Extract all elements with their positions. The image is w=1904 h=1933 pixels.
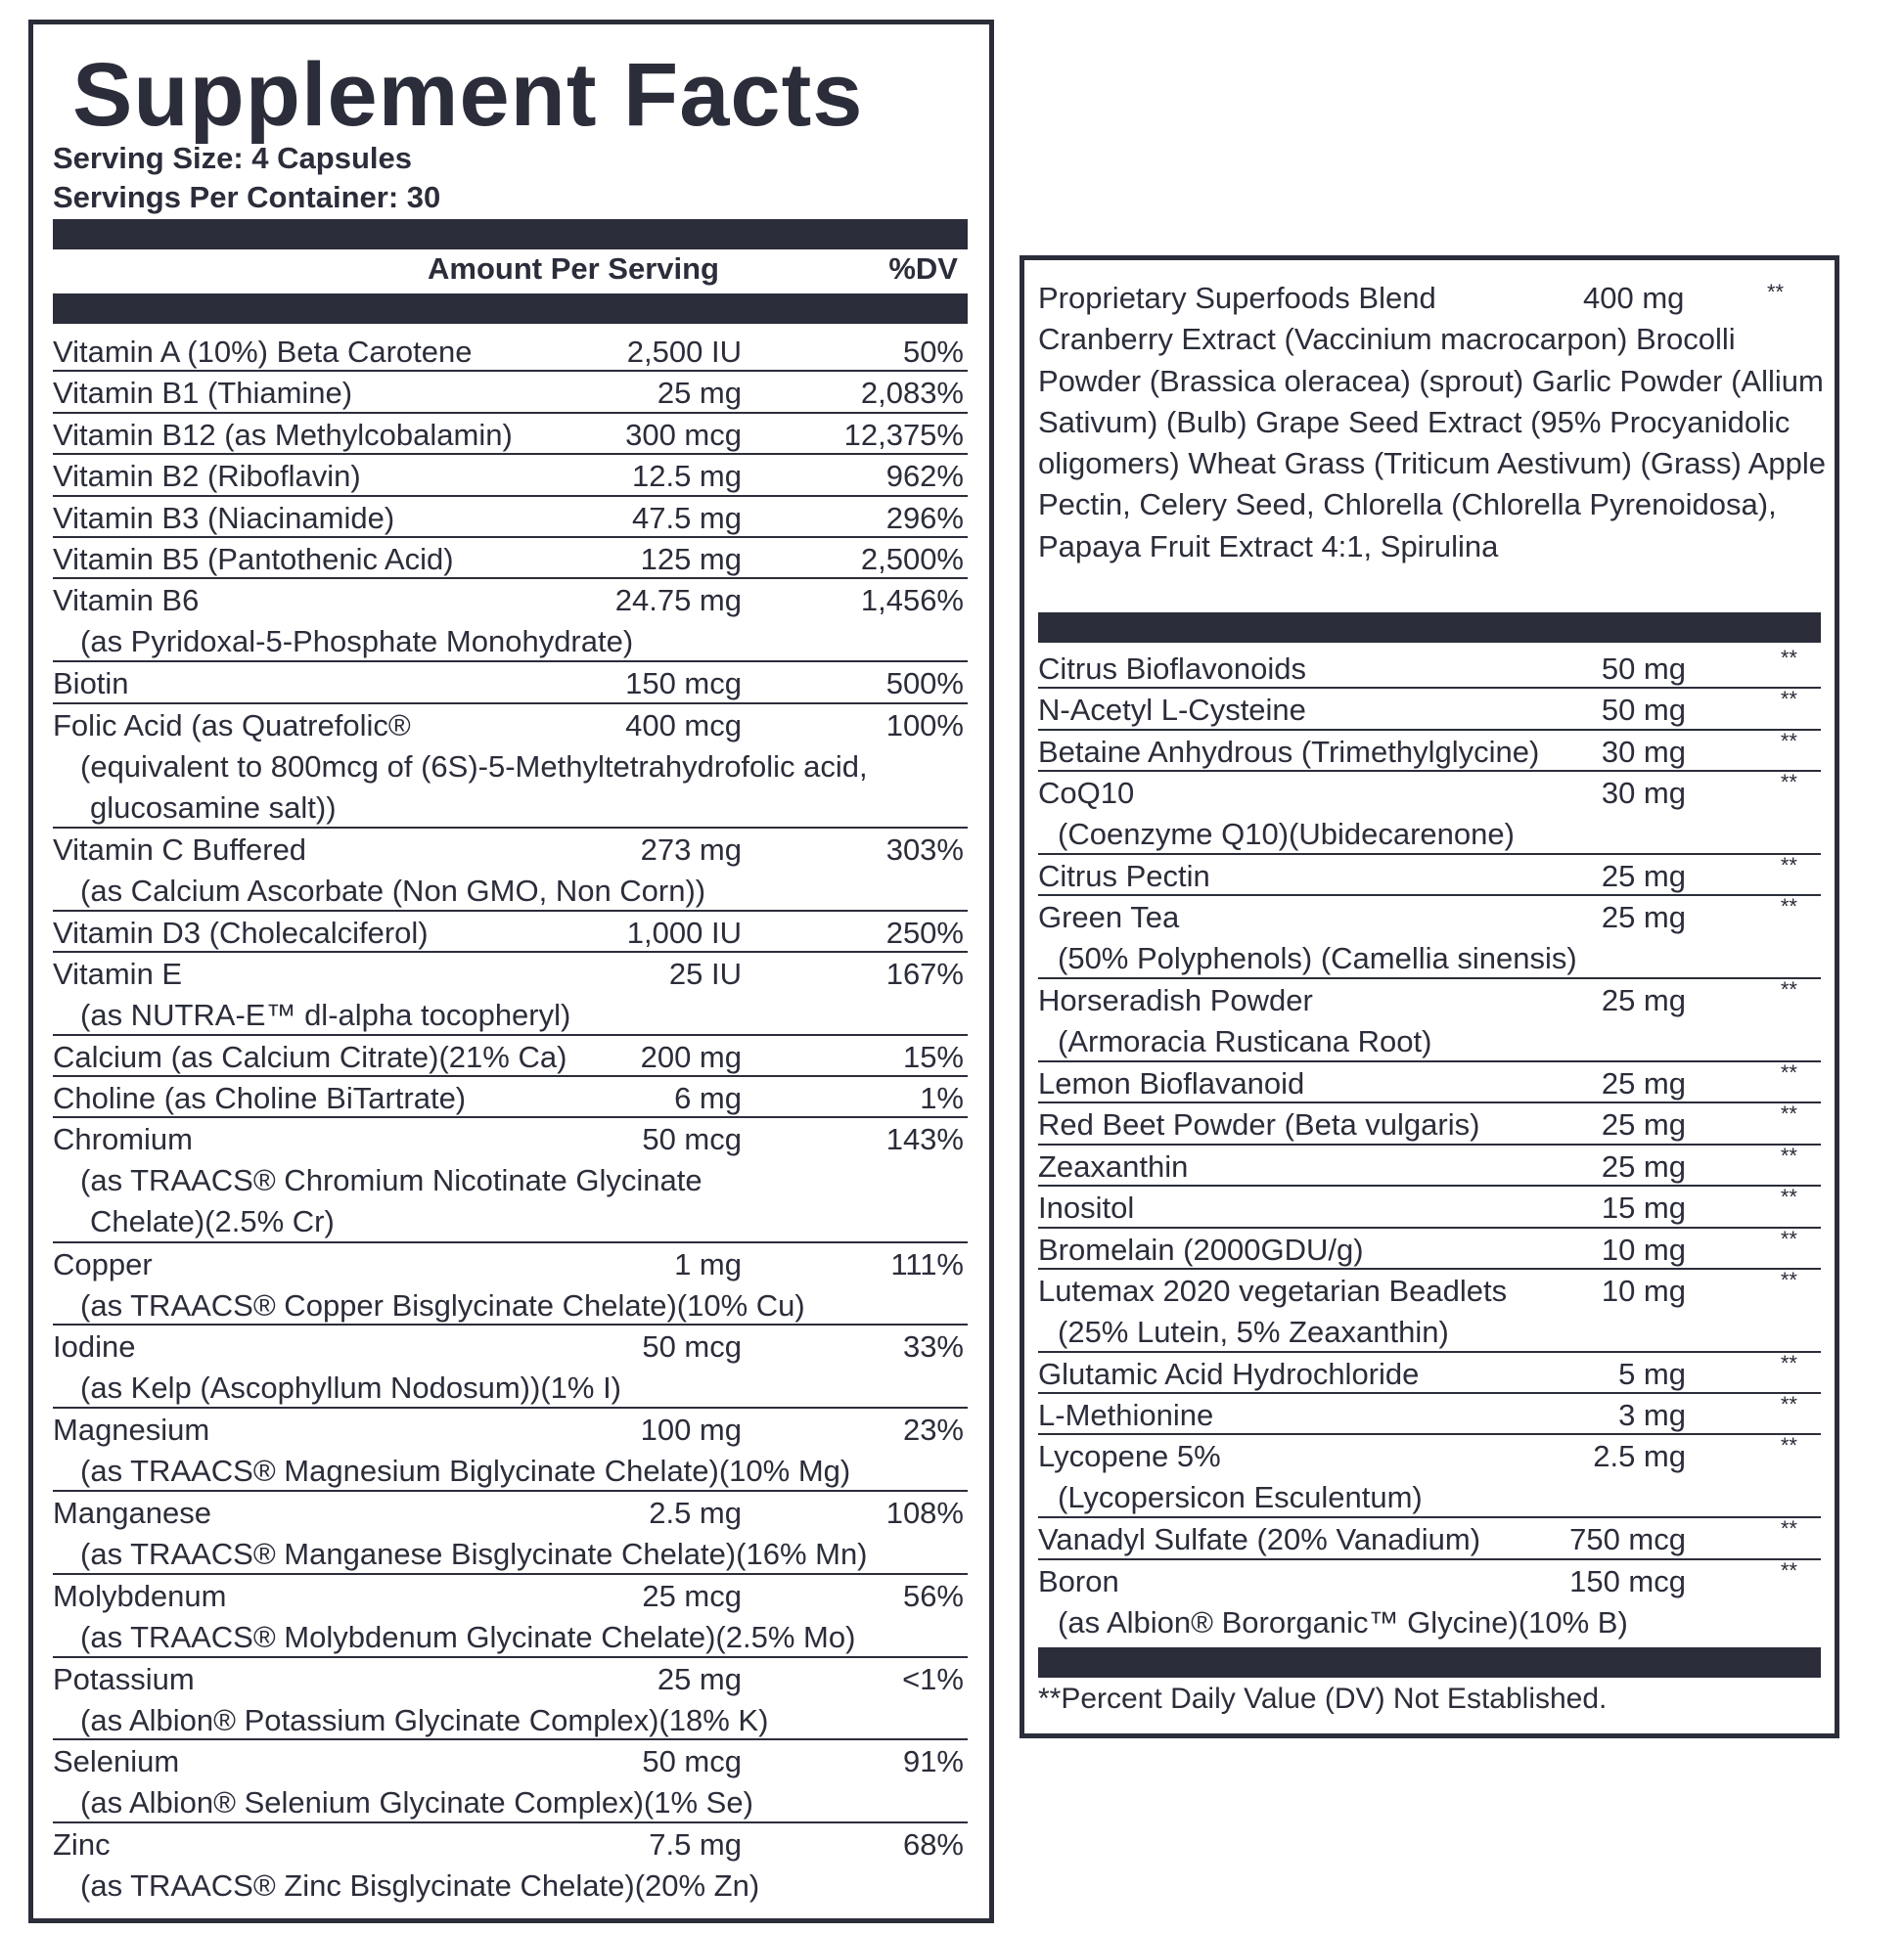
ingredient-name: Vitamin B1 (Thiamine): [53, 376, 353, 411]
ingredient-name: Horseradish Powder: [1038, 983, 1313, 1018]
daily-value: 108%: [885, 1496, 964, 1531]
ingredient-name: Vitamin D3 (Cholecalciferol): [53, 915, 429, 950]
ingredient-source-cont: glucosamine salt)): [90, 789, 337, 825]
table-row: [1038, 648, 1821, 689]
table-row: [1038, 772, 1821, 855]
ingredient-source: (as Kelp (Ascophyllum Nodosum))(1% I): [80, 1371, 622, 1406]
amount-per-serving: 25 mg: [1601, 858, 1686, 893]
daily-value: **: [1780, 1267, 1797, 1292]
blend-name: Proprietary Superfoods Blend: [1038, 281, 1436, 315]
table-row: [53, 829, 968, 912]
amount-per-serving: 400 mcg: [625, 707, 742, 742]
ingredient-name: Lutemax 2020 vegetarian Beadlets: [1038, 1273, 1508, 1308]
table-row: [1038, 1435, 1821, 1518]
ingredient-name: Manganese: [53, 1496, 212, 1531]
ingredient-source: (as NUTRA-E™ dl-alpha tocopheryl): [80, 997, 571, 1032]
daily-value: 2,500%: [860, 541, 964, 576]
table-row: [53, 953, 968, 1036]
supplement-facts-panel: [28, 20, 994, 1923]
daily-value: 303%: [885, 832, 964, 867]
amount-per-serving: 2.5 mg: [649, 1496, 742, 1531]
ingredient-source: (Armoracia Rusticana Root): [1058, 1024, 1432, 1059]
table-row: [53, 538, 968, 579]
header-top-bar: [53, 219, 968, 249]
ingredient-name: Calcium (as Calcium Citrate)(21% Ca): [53, 1039, 567, 1074]
table-row: [1038, 1059, 1821, 1103]
ingredient-name: Lemon Bioflavanoid: [1038, 1065, 1305, 1101]
dv-header: %DV: [888, 251, 958, 286]
table-row: [53, 579, 968, 662]
amount-per-serving: 25 mcg: [642, 1578, 742, 1613]
ingredient-source: (50% Polyphenols) (Camellia sinensis): [1058, 941, 1577, 976]
ingredient-name: Potassium: [53, 1661, 195, 1696]
table-row: [53, 1118, 968, 1242]
ingredient-name: Betaine Anhydrous (Trimethylglycine): [1038, 734, 1540, 769]
table-row: [53, 1036, 968, 1077]
table-row: [53, 662, 968, 703]
ingredient-name: Vitamin B12 (as Methylcobalamin): [53, 417, 513, 452]
table-row: [1038, 728, 1821, 772]
amount-per-serving: 25 mg: [1601, 900, 1686, 935]
daily-value: **: [1780, 646, 1797, 670]
amount-per-serving: 25 mg: [1601, 1107, 1686, 1143]
daily-value: **: [1780, 1516, 1797, 1542]
table-row: [1038, 1143, 1821, 1187]
ingredient-name: Vitamin C Buffered: [53, 832, 307, 867]
amount-per-serving: 47.5 mg: [631, 500, 742, 535]
ingredient-name: Selenium: [53, 1744, 180, 1779]
nutrient-table: [53, 331, 968, 1907]
amount-per-serving: 200 mg: [640, 1039, 742, 1074]
amount-per-serving: 7.5 mg: [649, 1827, 742, 1863]
ingredient-name: Folic Acid (as Quatrefolic®: [53, 707, 411, 742]
ingredient-name: Vitamin B3 (Niacinamide): [53, 500, 395, 535]
daily-value: 68%: [902, 1827, 964, 1863]
ingredient-name: Green Tea: [1038, 900, 1180, 935]
ingredient-source: (as TRAACS® Magnesium Biglycinate Chelate)(10% Mg): [80, 1454, 851, 1489]
amount-per-serving: 150 mcg: [625, 666, 742, 701]
daily-value: **: [1780, 1557, 1797, 1583]
ingredient-source: (equivalent to 800mcg of (6S)-5-Methyltetrahydrofolic acid,: [80, 748, 868, 784]
ingredient-name: Biotin: [53, 666, 129, 701]
daily-value: 15%: [902, 1039, 964, 1074]
blend-separator-bar: [1038, 612, 1821, 643]
ingredient-name: Molybdenum: [53, 1578, 227, 1613]
amount-per-serving: 6 mg: [674, 1081, 742, 1116]
table-row: [53, 331, 968, 372]
daily-value: 500%: [885, 666, 964, 701]
table-row: [53, 1823, 968, 1907]
amount-per-serving: 1,000 IU: [626, 915, 742, 950]
table-row: [1038, 1350, 1821, 1394]
amount-per-serving: 25 IU: [668, 956, 742, 991]
table-row: [53, 1243, 968, 1326]
ingredient-source: (as TRAACS® Copper Bisglycinate Chelate)(10% Cu): [80, 1287, 805, 1323]
daily-value: 33%: [902, 1329, 964, 1365]
daily-value: **: [1780, 852, 1797, 877]
amount-per-serving: 25 mg: [657, 1661, 742, 1696]
ingredient-source: (as TRAACS® Chromium Nicotinate Glycinate: [80, 1163, 703, 1198]
table-row: [53, 372, 968, 413]
amount-per-serving: 25 mg: [657, 376, 742, 411]
daily-value: 143%: [885, 1122, 964, 1157]
amount-per-serving: 10 mg: [1601, 1232, 1686, 1267]
serving-size: Serving Size: 4 Capsules: [53, 141, 412, 175]
daily-value: 962%: [885, 459, 964, 494]
ingredient-name: Red Beet Powder (Beta vulgaris): [1038, 1107, 1480, 1143]
daily-value: **: [1780, 687, 1797, 712]
amount-per-serving: 1 mg: [674, 1246, 742, 1281]
daily-value: 12,375%: [843, 417, 964, 452]
amount-per-serving: 25 mg: [1601, 1065, 1686, 1101]
daily-value: 2,083%: [860, 376, 964, 411]
amount-per-serving: 30 mg: [1601, 734, 1686, 769]
table-row: [53, 414, 968, 455]
table-row: [53, 912, 968, 953]
ingredient-table: [1038, 648, 1821, 1642]
ingredient-name: Citrus Pectin: [1038, 858, 1210, 893]
amount-per-serving: 150 mcg: [1569, 1563, 1686, 1598]
amount-per-serving: 10 mg: [1601, 1273, 1686, 1308]
amount-per-serving: 5 mg: [1618, 1356, 1686, 1391]
amount-per-serving: 50 mcg: [642, 1329, 742, 1365]
ingredient-name: N-Acetyl L-Cysteine: [1038, 693, 1306, 728]
ingredient-name: Zeaxanthin: [1038, 1148, 1189, 1184]
ingredient-source: (as Pyridoxal-5-Phosphate Monohydrate): [80, 624, 634, 659]
ingredient-source: (Coenzyme Q10)(Ubidecarenone): [1058, 817, 1515, 852]
daily-value: **: [1780, 1101, 1797, 1127]
daily-value: **: [1780, 1433, 1797, 1459]
ingredient-source: (as Albion® Bororganic™ Glycine)(10% B): [1058, 1604, 1628, 1640]
table-row: [1038, 896, 1821, 979]
amount-per-serving: 25 mg: [1601, 983, 1686, 1018]
daily-value: 250%: [885, 915, 964, 950]
table-row: [53, 704, 968, 829]
ingredient-source: (Lycopersicon Esculentum): [1058, 1480, 1423, 1515]
ingredient-name: Citrus Bioflavonoids: [1038, 652, 1306, 686]
ingredient-name: Vitamin B2 (Riboflavin): [53, 459, 361, 494]
daily-value: 91%: [902, 1744, 964, 1779]
ingredient-name: Boron: [1038, 1563, 1119, 1598]
amount-per-serving: 50 mcg: [642, 1122, 742, 1157]
amount-per-serving: 2,500 IU: [626, 335, 742, 369]
daily-value: **: [1780, 894, 1797, 920]
supplement-facts-panel-continued: [1020, 255, 1839, 1738]
daily-value: 23%: [902, 1413, 964, 1448]
amount-per-serving: 3 mg: [1618, 1398, 1686, 1433]
panel-title: Supplement Facts: [72, 45, 864, 145]
daily-value: 100%: [885, 707, 964, 742]
table-row: [53, 455, 968, 496]
footnote: **Percent Daily Value (DV) Not Established.: [1038, 1683, 1608, 1715]
blend-ingredients: Cranberry Extract (Vaccinium macrocarpon) Brocolli Powder (Brassica oleracea) (sprout) Garlic Powder (Allium Sativum) (Bulb) Grape Seed Extract (95% Procyanidolic oligomers) Wheat Grass (Triticum Aestivum) (Grass) Apple Pectin, Celery Seed, Chlorella (Chlorella Pyrenoidosa), Papaya Fruit Extract 4:1, Spirulina: [1038, 322, 1827, 563]
table-row: [53, 1077, 968, 1118]
table-row: [53, 1575, 968, 1658]
daily-value: **: [1780, 770, 1797, 795]
amount-per-serving: 50 mcg: [642, 1744, 742, 1779]
header-bottom-bar: [53, 293, 968, 324]
amount-per-serving: 300 mcg: [625, 417, 742, 452]
daily-value: **: [1780, 1226, 1797, 1251]
daily-value: 111%: [890, 1246, 964, 1281]
daily-value: **: [1780, 1143, 1797, 1168]
ingredient-name: Glutamic Acid Hydrochloride: [1038, 1356, 1420, 1391]
table-row: [1038, 1267, 1821, 1353]
ingredient-source: (as TRAACS® Zinc Bisglycinate Chelate)(20% Zn): [80, 1868, 760, 1904]
ingredient-name: Bromelain (2000GDU/g): [1038, 1232, 1364, 1267]
ingredient-name: Inositol: [1038, 1191, 1135, 1226]
table-row: [53, 497, 968, 538]
ingredient-name: Chromium: [53, 1122, 193, 1157]
table-row: [53, 1658, 968, 1741]
servings-per-container: Servings Per Container: 30: [53, 180, 441, 214]
ingredient-name: Choline (as Choline BiTartrate): [53, 1081, 467, 1116]
daily-value: **: [1780, 1392, 1797, 1417]
footer-bar: [1038, 1647, 1821, 1678]
ingredient-name: Magnesium: [53, 1413, 210, 1448]
amount-per-serving: 12.5 mg: [631, 459, 742, 494]
ingredient-name: Vitamin B5 (Pantothenic Acid): [53, 541, 454, 576]
ingredient-source-cont: Chelate)(2.5% Cr): [90, 1204, 335, 1239]
daily-value: 167%: [885, 956, 964, 991]
daily-value: **: [1780, 977, 1797, 1003]
table-row: [1038, 979, 1821, 1062]
ingredient-source: (as Albion® Selenium Glycinate Complex)(1% Se): [80, 1785, 753, 1821]
table-row: [1038, 689, 1821, 730]
ingredient-name: Zinc: [53, 1827, 111, 1863]
amount-header: Amount Per Serving: [428, 251, 719, 286]
daily-value: <1%: [902, 1661, 964, 1696]
amount-per-serving: 100 mg: [640, 1413, 742, 1448]
table-row: [1038, 1187, 1821, 1228]
blend-amount: 400 mg: [1583, 281, 1685, 315]
amount-per-serving: 25 mg: [1601, 1148, 1686, 1184]
amount-per-serving: 24.75 mg: [614, 583, 742, 618]
table-row: [1038, 852, 1821, 896]
table-row: [1038, 1394, 1821, 1435]
ingredient-name: Vitamin A (10%) Beta Carotene: [53, 335, 473, 369]
ingredient-name: Vitamin B6: [53, 583, 200, 618]
daily-value: **: [1780, 1350, 1797, 1375]
proprietary-blend: [1038, 278, 1833, 567]
amount-per-serving: 15 mg: [1601, 1191, 1686, 1226]
ingredient-name: Copper: [53, 1246, 153, 1281]
daily-value: 1%: [920, 1081, 964, 1116]
table-row: [53, 1740, 968, 1823]
ingredient-name: Vanadyl Sulfate (20% Vanadium): [1038, 1522, 1481, 1557]
amount-per-serving: 50 mg: [1601, 693, 1686, 728]
table-row: [1038, 1226, 1821, 1270]
ingredient-name: Iodine: [53, 1329, 136, 1365]
daily-value: **: [1780, 1059, 1797, 1085]
table-row: [53, 1409, 968, 1492]
blend-dv: **: [1767, 280, 1785, 304]
ingredient-source: (as Calcium Ascorbate (Non GMO, Non Corn)): [80, 873, 706, 908]
ingredient-source: (as TRAACS® Molybdenum Glycinate Chelate)(2.5% Mo): [80, 1619, 856, 1654]
amount-per-serving: 30 mg: [1601, 776, 1686, 811]
ingredient-name: CoQ10: [1038, 776, 1135, 811]
daily-value: **: [1780, 1185, 1797, 1210]
daily-value: **: [1780, 728, 1797, 753]
table-row: [53, 1326, 968, 1409]
daily-value: 296%: [885, 500, 964, 535]
ingredient-name: Vitamin E: [53, 956, 183, 991]
table-row: [1038, 1103, 1821, 1145]
ingredient-name: L-Methionine: [1038, 1398, 1214, 1433]
daily-value: 56%: [902, 1578, 964, 1613]
table-row: [1038, 1518, 1821, 1559]
amount-per-serving: 2.5 mg: [1593, 1439, 1686, 1474]
ingredient-source: (as TRAACS® Manganese Bisglycinate Chelate)(16% Mn): [80, 1537, 868, 1572]
amount-per-serving: 750 mcg: [1569, 1522, 1686, 1557]
amount-per-serving: 50 mg: [1601, 652, 1686, 686]
table-row: [1038, 1557, 1821, 1643]
daily-value: 1,456%: [860, 583, 964, 618]
amount-per-serving: 125 mg: [640, 541, 742, 576]
amount-per-serving: 273 mg: [640, 832, 742, 867]
ingredient-name: Lycopene 5%: [1038, 1439, 1221, 1474]
ingredient-source: (25% Lutein, 5% Zeaxanthin): [1058, 1314, 1449, 1349]
table-row: [53, 1492, 968, 1575]
daily-value: 50%: [902, 335, 964, 369]
ingredient-source: (as Albion® Potassium Glycinate Complex)(18% K): [80, 1702, 769, 1737]
